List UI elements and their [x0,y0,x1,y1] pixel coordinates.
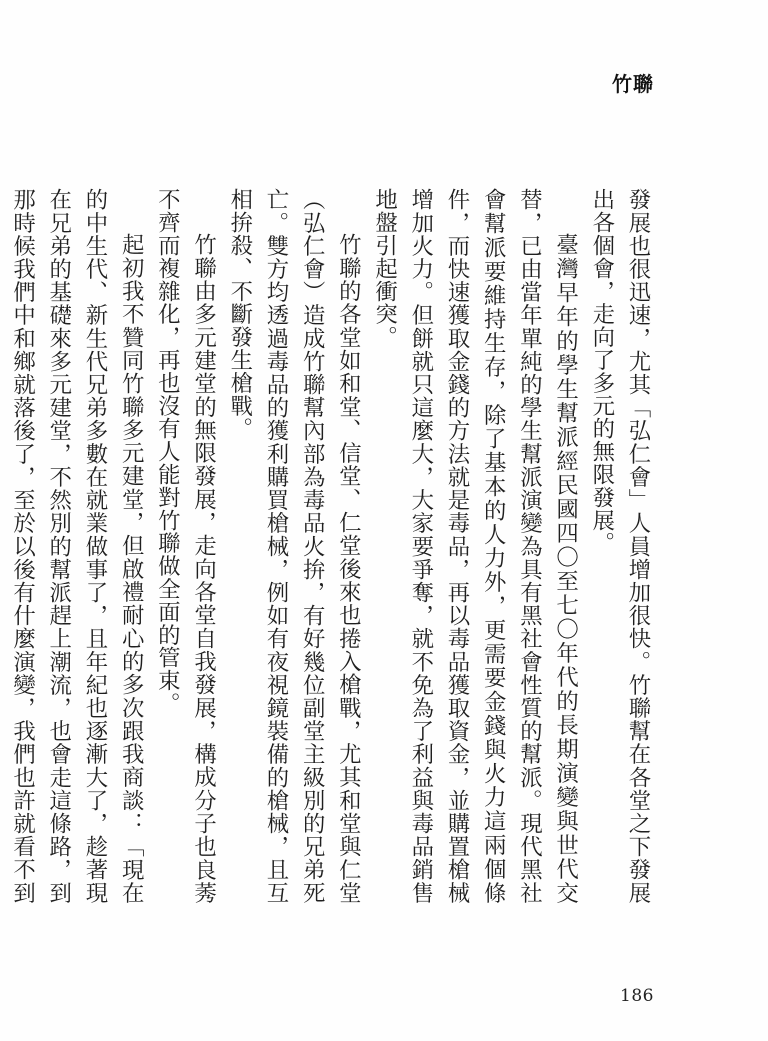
paragraph-3: 竹聯的各堂如和堂、信堂、仁堂後來也捲入槍戰，尤其和堂與仁堂（弘仁會）造成竹聯幫內部為毒品火拚，有好幾位副堂主級別的兄弟死亡。雙方均透過毒品的獲利購買槍械，例如有夜視鏡裝備的槍械，且互相拚殺、不斷發生槍戰。 [226,188,362,904]
body-text [0,188,656,904]
paragraph-5: 起初我不贊同竹聯多元建堂，但啟禮耐心的多次跟我商談：「現在的中生代、新生代兄弟多數在就業做事了，且年紀也逐漸大了，趁著現在兄弟的基礎來多元建堂，不然別的幫派趕上潮流，也會走這條路，到那時候我們中和鄉就落後了，至於以後有什麼演變，我們也許就看不到 [9,188,145,904]
paragraph-2: 臺灣早年的學生幫派經民國四〇至七〇年代的長期演變與世代交替，已由當年單純的學生幫派演變為具有黑社會性質的幫派。現代黑社會幫派要維持生存，除了基本的人力外，更需要金錢與火力這兩個條件，而快速獲取金錢的方法就是毒品，再以毒品獲取資金，並購置槍械增加火力。但餅就只這麼大，大家要爭奪，就不免為了利益與毒品銷售地盤引起衝突。 [371,188,579,904]
paragraph-1: 發展也很迅速，尤其「弘仁會」人員增加很快。竹聯幫在各堂之下發展出各個會，走向了多元的無限發展。 [588,188,651,904]
page-number: 186 [620,986,654,1006]
paragraph-4: 竹聯由多元建堂的無限發展，走向各堂自我發展，構成分子也良莠不齊而複雜化，再也沒有人能對竹聯做全面的管束。 [154,188,217,904]
running-head: 竹聯 [612,72,654,96]
